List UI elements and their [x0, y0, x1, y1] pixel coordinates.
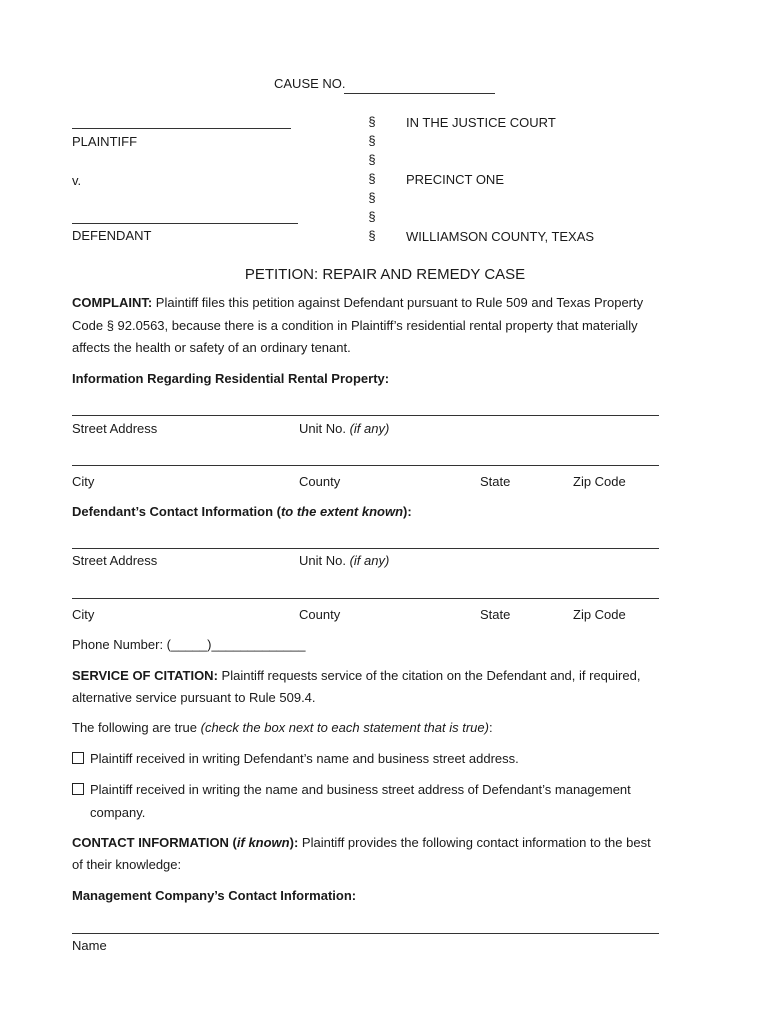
section-symbol: § [368, 209, 376, 224]
defendant-zip-label: Zip Code [573, 607, 626, 622]
management-name-label: Name [72, 938, 107, 953]
cause-number-blank[interactable] [344, 93, 495, 94]
cause-number-row [274, 76, 346, 91]
section-symbol: § [368, 114, 376, 129]
management-name-line[interactable] [72, 933, 659, 934]
checkbox-item-continued: company. [90, 805, 146, 820]
section-symbol: § [368, 152, 376, 167]
defendant-unit-label: Unit No. (if any) [299, 553, 390, 568]
property-address-line[interactable] [72, 415, 659, 416]
management-heading: Management Company’s Contact Information: [72, 888, 357, 903]
property-state-label: State [480, 474, 511, 489]
defendant-label: DEFENDANT [72, 228, 152, 243]
property-city-line[interactable] [72, 465, 659, 466]
property-unit-label: Unit No. (if any) [299, 421, 390, 436]
complaint-line-1 [72, 295, 643, 310]
property-zip-label: Zip Code [573, 474, 626, 489]
property-county-label: County [299, 474, 341, 489]
complaint-line-3: affects the health or safety of an ordinary tenant. [72, 340, 351, 355]
checkbox[interactable] [72, 752, 84, 764]
contact-line-2: of their knowledge: [72, 857, 182, 872]
county-name: WILLIAMSON COUNTY, TEXAS [406, 229, 595, 244]
property-city-label: City [72, 474, 95, 489]
defendant-city-label: City [72, 607, 95, 622]
cause-number-label: CAUSE NO. [274, 76, 346, 91]
section-symbol: § [368, 228, 376, 243]
service-label: SERVICE OF CITATION: [72, 668, 218, 683]
plaintiff-label: PLAINTIFF [72, 134, 138, 149]
checkbox-item: Plaintiff received in writing Defendant’s name and business street address. [72, 751, 519, 766]
service-line-1: SERVICE OF CITATION: Plaintiff requests service of the citation on the Defendant and, if required, [72, 668, 641, 683]
property-info-heading: Information Regarding Residential Rental Property: [72, 371, 390, 386]
contact-line-1: CONTACT INFORMATION (if known): Plaintiff provides the following contact information to the best [72, 835, 651, 850]
service-line-2: alternative service pursuant to Rule 509.4. [72, 690, 316, 705]
page-title: PETITION: REPAIR AND REMEDY CASE [244, 266, 526, 283]
precinct-name: PRECINCT ONE [406, 172, 504, 187]
defendant-street-label: Street Address [72, 553, 158, 568]
phone-number-field[interactable]: Phone Number: (_____)_____________ [72, 637, 306, 652]
defendant-county-label: County [299, 607, 341, 622]
property-street-label: Street Address [72, 421, 158, 436]
defendant-info-heading: Defendant’s Contact Information (to the extent known): [72, 504, 412, 519]
defendant-address-line[interactable] [72, 548, 659, 549]
complaint-text: Plaintiff files this petition against Defendant pursuant to Rule 509 and Texas Property [155, 295, 644, 310]
defendant-state-label: State [480, 607, 511, 622]
court-name: IN THE JUSTICE COURT [406, 115, 556, 130]
complaint-line-2: Code § 92.0563, because there is a condition in Plaintiff’s residential rental property that materially [72, 318, 638, 333]
section-symbol: § [368, 190, 376, 205]
complaint-label: COMPLAINT: [72, 295, 153, 310]
section-symbol: § [368, 133, 376, 148]
versus-label: v. [72, 173, 82, 188]
defendant-city-line[interactable] [72, 598, 659, 599]
plaintiff-name-blank[interactable] [72, 128, 291, 129]
checkbox[interactable] [72, 783, 84, 795]
checkbox-item: Plaintiff received in writing the name and business street address of Defendant’s management [72, 782, 631, 797]
defendant-name-blank[interactable] [72, 223, 298, 224]
following-statement: The following are true (check the box next to each statement that is true): [72, 720, 493, 735]
section-symbol: § [368, 171, 376, 186]
